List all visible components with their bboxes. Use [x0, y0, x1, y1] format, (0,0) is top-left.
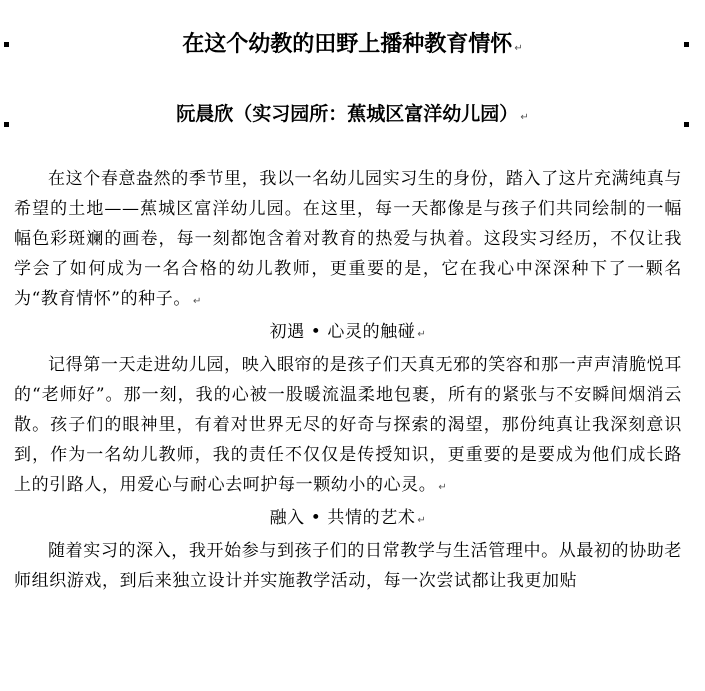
document-title [0, 30, 705, 64]
document-subtitle-text: 阮晨欣（实习园所：蕉城区富洋幼儿园） [176, 103, 519, 125]
body-paragraph-first-day [14, 350, 682, 503]
body-paragraph-deepening [14, 536, 682, 596]
body-paragraph-intro [14, 164, 682, 317]
paragraph-text: 在这个春意盎然的季节里，我以一名幼儿园实习生的身份，踏入了这片充满纯真与希望的土地——蕉城区富洋幼儿园。在这里，每一天都像是与孩子们共同绘制的一幅幅色彩斑斓的画卷，每一刻都饱含着对教育的热爱与执着。这段实习经历，不仅让我学会了如何成为一名合格的幼儿教师，更重要的是，它在我心中深深种下了一颗名为“教育情怀”的种子。 [14, 169, 682, 309]
paragraph-mark-icon: ↵ [417, 329, 427, 340]
paragraph-mark-icon: ↵ [514, 43, 523, 54]
paragraph-text: 随着实习的深入，我开始参与到孩子们的日常教学与生活管理中。从最初的协助老师组织游戏，到后来独立设计并实施教学活动，每一次尝试都让我更加贴 [14, 541, 682, 591]
paragraph-mark-icon: ↵ [520, 112, 529, 123]
section-heading-first-meeting [14, 317, 682, 350]
section-heading-integration [14, 503, 682, 536]
document-title-text: 在这个幼教的田野上播种教育情怀 [182, 32, 513, 57]
document-subtitle [0, 100, 705, 132]
paragraph-mark-icon: ↵ [417, 515, 427, 526]
document-body [14, 164, 682, 596]
section-heading-text: 初遇 • 心灵的触碰 [269, 322, 416, 342]
paragraph-mark-icon: ↵ [438, 482, 448, 493]
paragraph-text: 记得第一天走进幼儿园，映入眼帘的是孩子们天真无邪的笑容和那一声声清脆悦耳的“老师好”。那一刻，我的心被一股暖流温柔地包裹，所有的紧张与不安瞬间烟消云散。孩子们的眼神里，有着对世界无尽的好奇与探索的渴望，那份纯真让我深刻意识到，作为一名幼儿教师，我的责任不仅仅是传授知识，更重要的是要成为他们成长路上的引路人，用爱心与耐心去呵护每一颗幼小的心灵。 [14, 355, 682, 495]
section-heading-text: 融入 • 共情的艺术 [269, 508, 416, 528]
paragraph-mark-icon: ↵ [192, 296, 202, 307]
